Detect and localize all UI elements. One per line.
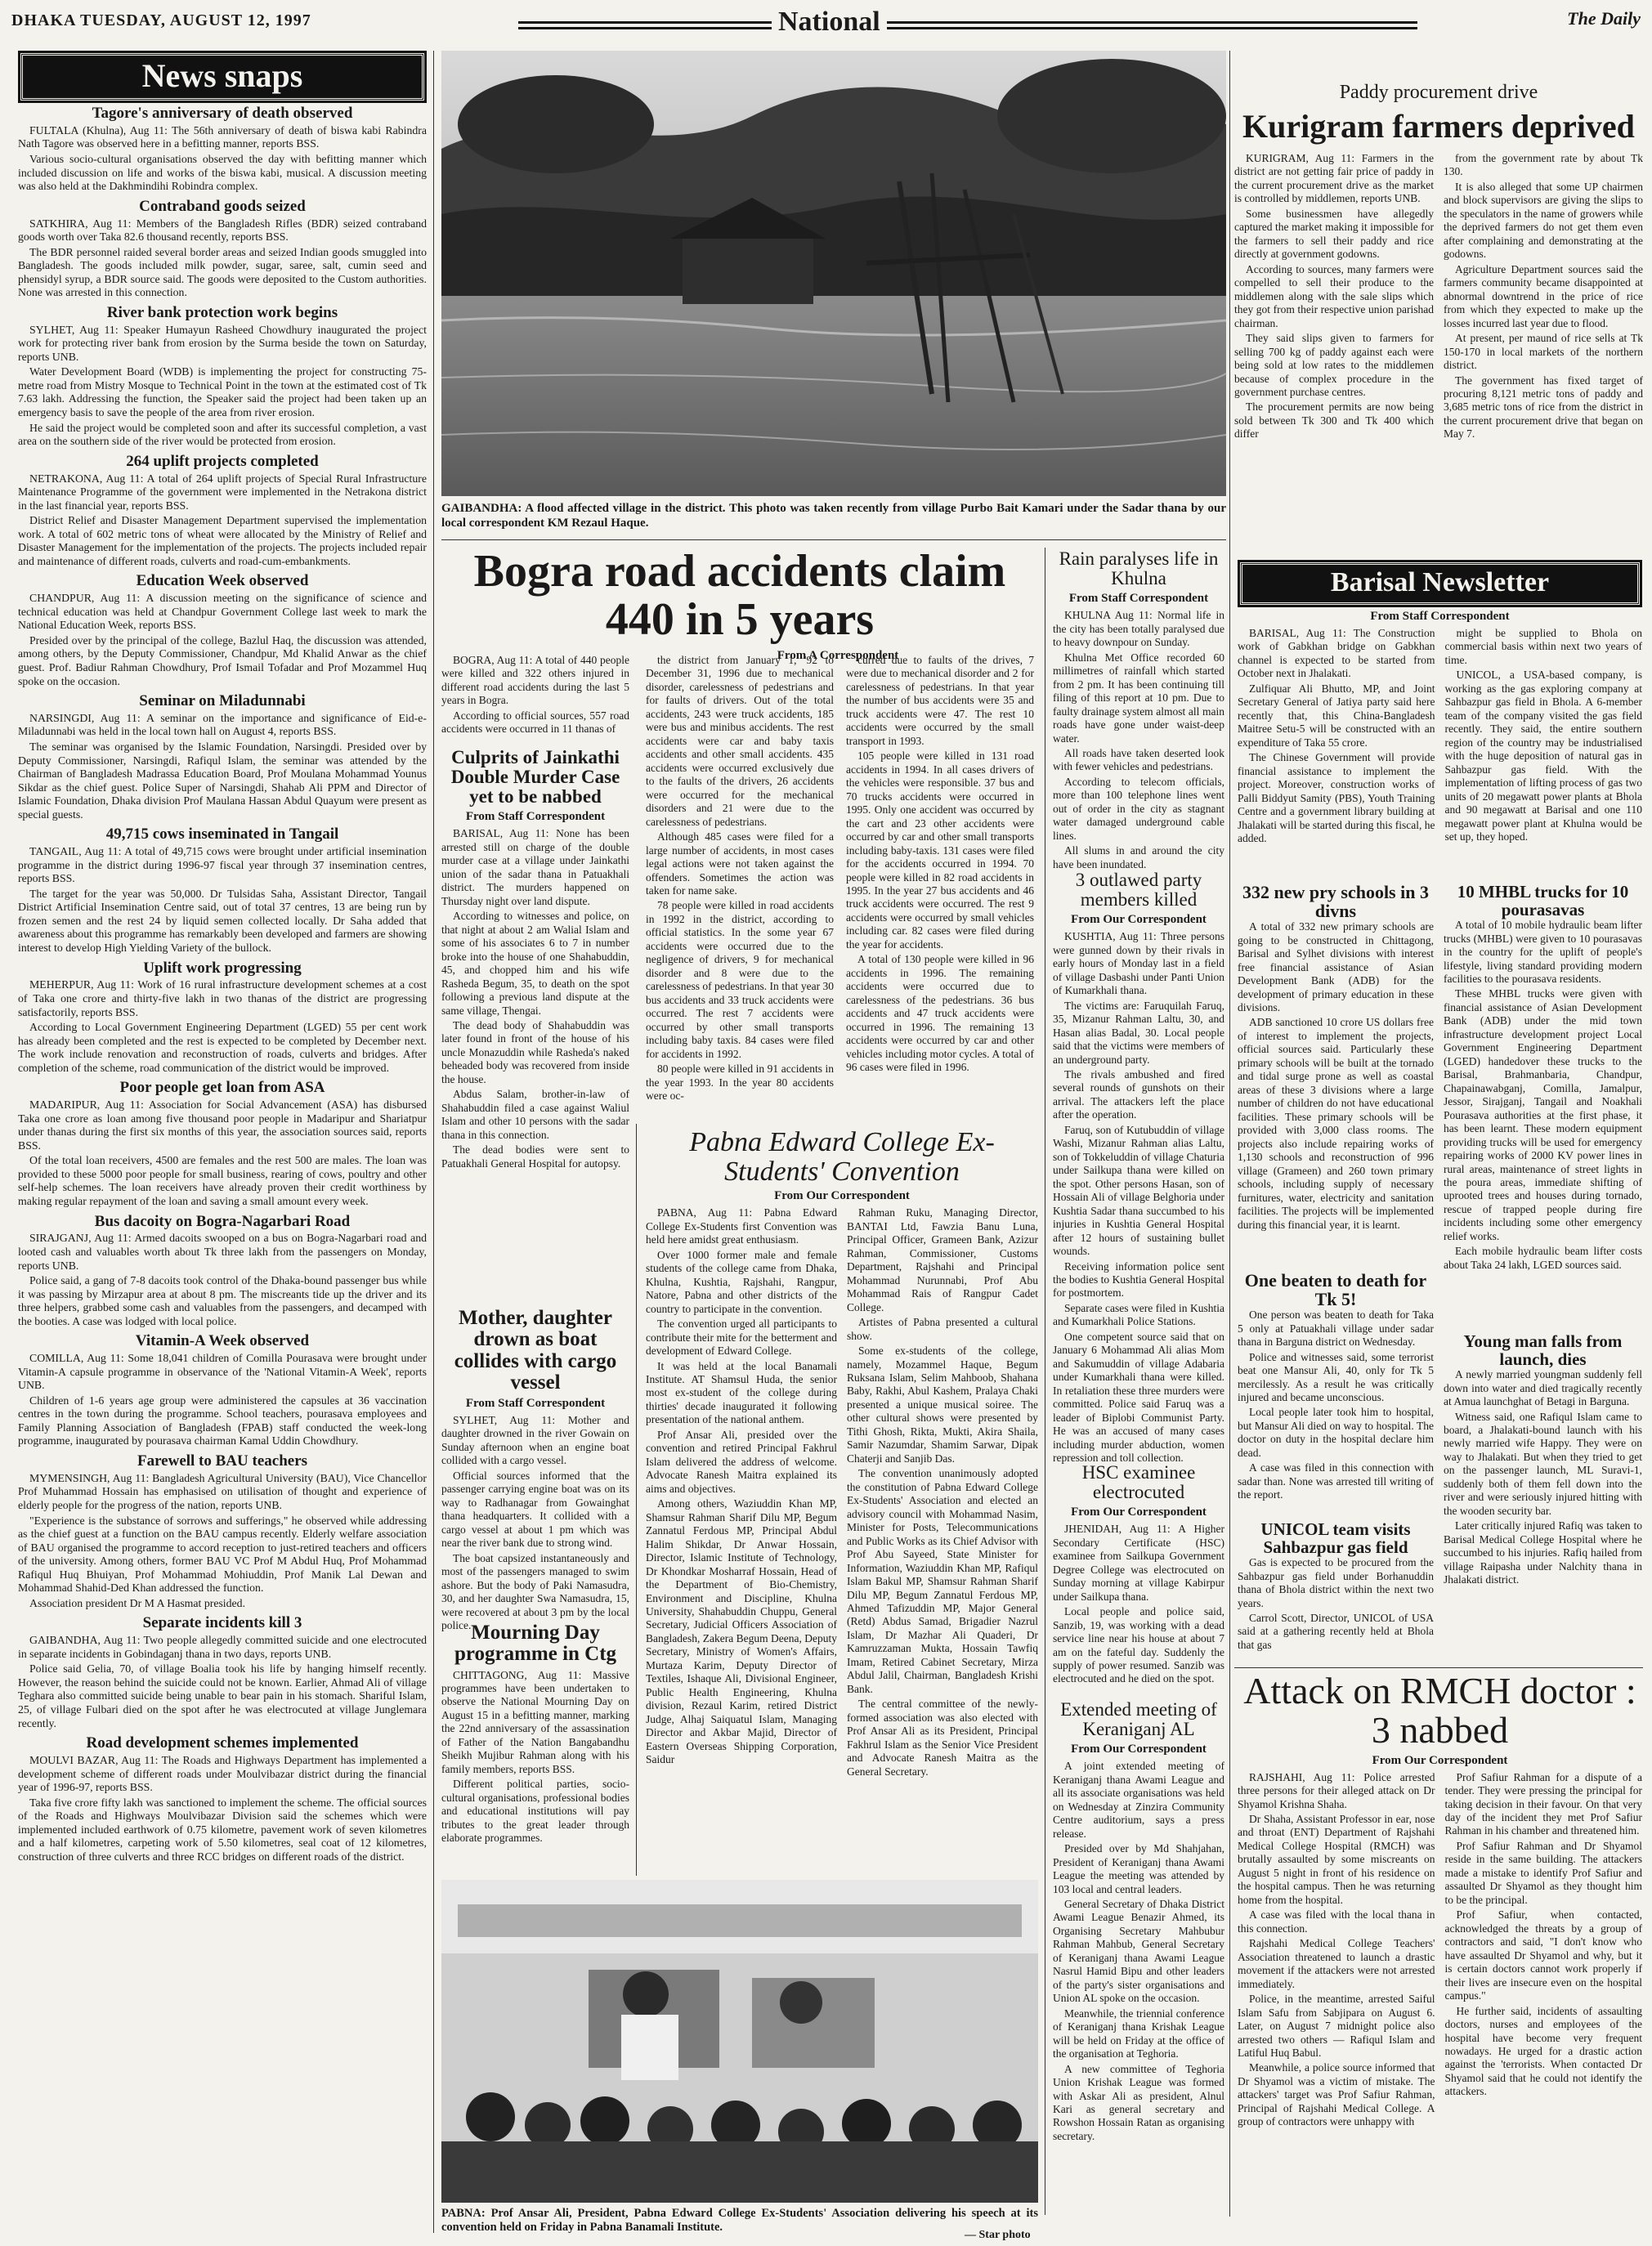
snap-paragraph: CHANDPUR, Aug 11: A discussion meeting on the significance of science and technical education was held at Chandpur Government College last week to mark the National Education Week, reports BSS. [18, 592, 427, 632]
paper-logo: The Daily [1567, 8, 1641, 29]
snap-headline: Farewell to BAU teachers [137, 1452, 308, 1470]
rmch-col-2 [1445, 1771, 1643, 2229]
beaten-body [1238, 1309, 1434, 1509]
paragraph: curred due to faults of the drives, 7 were due to mechanical disorder and 2 for carelessness of pedestrians. In that year the number of bus accidents were 35 and truck accidents were 47. The rest 10 accidents were occurred by the small transport in 1993. [846, 654, 1034, 747]
paragraph: Prof Ansar Ali, presided over the convention and retired Principal Fakhrul Islam delivered the address of welcome. Advocate Ranesh Maitra explained its aims and objectives. [646, 1428, 837, 1495]
young-man-story [1444, 1332, 1642, 1663]
kurigram-story [1234, 82, 1643, 572]
mother-daughter-headline: Mother, daughter drown as boat collides with cargo vessel [454, 1307, 617, 1394]
snap-paragraph: COMILLA, Aug 11: Some 18,041 children of Comilla Pourasava were brought under Vitamin-A capsule programme in observance of the 'National Vitamin-A Week', reports UNB. [18, 1352, 427, 1392]
snap-paragraph: SATKHIRA, Aug 11: Members of the Bangladesh Rifles (BDR) seized contraband goods worth over Taka 82.6 thousand recently, reports BSS. [18, 217, 427, 244]
hsc-body [1053, 1523, 1224, 1685]
unicol-headline: UNICOL team visits Sahbazpur gas field [1260, 1519, 1411, 1558]
paragraph: Zulfiquar Ali Bhutto, MP, and Joint Secretary General of Jatiya party said here recently that, this China-Bangladesh Maitree Setu-5 will be constructed with an expenditure of Taka 55 crore. [1238, 682, 1435, 749]
snap-headline: Contraband goods seized [139, 197, 306, 215]
paragraph: Local people and police said, Sanzib, 19, was working with a dead service line near his house at about 7 am on the fateful day. Suddenly the supply of power resumed. Sanzib was electrocuted and he died on the spot. [1053, 1605, 1224, 1685]
snap-paragraph: FULTALA (Khulna), Aug 11: The 56th anniversary of death of biswa kabi Rabindra Nath Tagore was observed here in a befitting manner, reports BSS. [18, 123, 427, 150]
paragraph: They said slips given to farmers for selling 700 kg of paddy against each were being sold at low rates to the middlemen because of complex procedure in the government purchase centres. [1234, 332, 1434, 398]
hsc-byline: From Our Correspondent [1071, 1506, 1207, 1519]
mourning-day-headline: Mourning Day programme in Ctg [454, 1622, 617, 1666]
snap-paragraph: Various socio-cultural organisations observed the day with befitting manner which included discussion on life and works of the biswa kabi, musical. A discussion meeting was also held at the Dakhmindihi Robindra complex. [18, 152, 427, 193]
paragraph: Police, in the meantime, arrested Saiful Islam Safu from Sabjipara on August 6. Later, on August 7 midnight police also arrested two others — Rafiqul Islam and Latiful Huq Babul. [1238, 1993, 1435, 2059]
paragraph: Dr Shaha, Assistant Professor in ear, nose and throat (ENT) Department of Rajshahi Medical College Hospital (RMCH) was brutally assaulted by some miscreants on August 5 night in front of his residence on the hospital campus. Then he was returning home from the hospital. [1238, 1813, 1435, 1906]
paragraph: Some ex-students of the college, namely, Mozammel Haque, Begum Ruksana Islam, Selim Mahboob, Shahana Baby, Rakhi, Abul Kashem, Pralaya Chaki presented a unique musical soiree. The other cultural shows were presented by Tithi Ghosh, Rikta, Mukti, Akira Shaila, Samir Nazumdar, Shamim Sarwar, Dipak Chaterji and Sanjib Das. [847, 1344, 1038, 1465]
paragraph: Presided over by Md Shahjahan, President of Keraniganj thana Awami League the meeting was attended by 103 local and central leaders. [1053, 1842, 1224, 1895]
paragraph: Meanwhile, the triennial conference of Keraniganj thana Krishak League will be held on Friday at the office of the organisation at Teghoria. [1053, 2007, 1224, 2060]
paragraph: Over 1000 former male and female students of the college came from Dhaka, Khulna, Kushtia, Rajshahi, Rangpur, Natore, Pabna and other districts of the country to participate in the convention. [646, 1248, 837, 1315]
bogra-col-3 [846, 654, 1034, 1116]
paragraph: A new committee of Teghoria Union Krishak League was formed with Askar Ali as president, Alnul Kari as general secretary and Rowshon Hossain Ratan as organising secretary. [1053, 2062, 1224, 2142]
section-title: National [772, 7, 887, 38]
paragraph: It is also alleged that some UP chairmen and block supervisors are giving the slips to the speculators in the name of growers while the deprived farmers do not get them even after complaining and demonstrating at the godowns. [1444, 180, 1643, 261]
khulna-body [1053, 609, 1224, 870]
young-man-body [1444, 1368, 1642, 1650]
unicol-body [1238, 1556, 1434, 1651]
paragraph: the district from January 1, '92 to December 31, 1996 due to mechanical disorder, carelessness of pedestrians and for faults of drivers. Out of the total accidents, 243 were truck accidents, 185 were bus and minibus accidents. The rest accidents were car and baby taxis accidents and other small accidents. 435 accidents were occurred exclusively due to the faults of the drivers, 26 accidents were occurred for the mechanical disorders and 21 were due to the carelessness of pedestrians. [646, 654, 834, 828]
barisal-col-1 [1238, 627, 1435, 872]
news-snaps-list [18, 105, 427, 2222]
issue-date: DHAKA TUESDAY, AUGUST 12, 1997 [11, 11, 311, 29]
pabna-story [646, 1128, 1038, 1880]
paragraph: 105 people were killed in 131 road accidents in 1994. In all cases drivers of the vehicles were responsible. 37 bus and 70 trucks accidents were occurred in 1995. Only one accident was occurred by the cart and 23 other accidents were occurred by car and other small transports including baby-taxis. 131 cases were filed for the accidents occurred in 1994. 70 people were killed in 82 road accidents in 1995. In the year 27 bus accidents and 46 truck accidents were occurred. The rest 9 accidents were occurred by small vehicles including car. 82 cases were filed during the year for accidents. [846, 749, 1034, 951]
paragraph: Gas is expected to be procured from the Sahbazpur gas field under Borhanuddin thana of Bhola district within the next two years. [1238, 1556, 1434, 1609]
paragraph: Faruq, son of Kutubuddin of village Washi, Mizanur Rahman alias Laltu, son of Tokkeluddin of village Chaturia under Sailkupa thana were killed on the spot. Other persons Hasan, son of Hossain Ali of village Belghoria under Kushtia Sadar thana succumbed to his injuries in Kushtia General Hospital after 12 hours of sustaining bullet wounds. [1053, 1123, 1224, 1258]
paragraph: BOGRA, Aug 11: A total of 440 people were killed and 322 others injured in different road accidents during the last 5 years in Bogra. [441, 654, 629, 707]
flood-photo-caption: GAIBANDHA: A flood affected village in the district. This photo was taken recently from village Purbo Bait Kamari under the Sadar thana by our local correspondent KM Rezaul Haque. [441, 502, 1226, 530]
paragraph: A total of 10 mobile hydraulic beam lifter trucks (MHBL) were given to 10 pourasavas in the country for the uplift of people's lifestyle, living standard providing modern facilities to the pourasava residents. [1444, 919, 1642, 985]
mother-daughter-body [441, 1414, 629, 1632]
rmch-headline: Attack on RMCH doctor : 3 nabbed [1243, 1670, 1636, 1752]
barisal-byline: From Staff Correspondent [1370, 610, 1510, 623]
barisal-col-2 [1445, 627, 1643, 872]
pabna-headline: Pabna Edward College Ex-Students' Convention [689, 1127, 995, 1187]
paragraph: The procurement permits are now being sold between Tk 300 and Tk 400 which differ [1234, 400, 1434, 441]
mourning-day-story [441, 1622, 629, 1872]
snap-headline: Tagore's anniversary of death observed [92, 105, 353, 122]
paragraph: Carrol Scott, Director, UNICOL of USA said at a gathering recently held at Bhola that gas [1238, 1611, 1434, 1651]
pabna-photo-caption: PABNA: Prof Ansar Ali, President, Pabna Edward College Ex-Students' Association delivering his speech at its convention held on Friday in Pabna Banamali Institute. [441, 2207, 1038, 2235]
flood-village-image [441, 51, 1226, 496]
snap-paragraph: MYMENSINGH, Aug 11: Bangladesh Agricultural University (BAU), Vice Chancellor Prof Muhammad Hossain has emphasised on utilisation of thought and experience of elderly people for the progress of the nation, reports UNB. [18, 1471, 427, 1511]
snap-headline: 49,715 cows inseminated in Tangail [105, 825, 339, 843]
kurigram-col-2 [1444, 152, 1643, 536]
kurigram-kicker: Paddy procurement drive [1339, 82, 1538, 103]
paragraph: A total of 130 people were killed in 96 accidents in 1996. The remaining accidents were occurred due to carelessness of the pedestrians. 36 bus accidents and 47 truck accidents were occurred in 1996. The remaining 13 accidents were occurred by car and other vehicles including motor cycles. A total of 96 cases were filed in 1996. [846, 953, 1034, 1074]
paragraph: JHENIDAH, Aug 11: A Higher Secondary Certificate (HSC) examinee from Sailkupa Government Degree College was electrocuted on Sunday morning at village Kabirpur under Sailkupa thana. [1053, 1523, 1224, 1603]
paragraph: A joint extended meeting of Keraniganj thana Awami League and all its associate organisations was held on Wednesday at Zinzira Community Centre auditorium, says a press release. [1053, 1760, 1224, 1840]
snap-paragraph: GAIBANDHA, Aug 11: Two people allegedly committed suicide and one electrocuted in separate incidents in Gobindaganj thana in two days, reports UNB. [18, 1634, 427, 1660]
pabna-convention-photo [441, 1880, 1038, 2203]
section-divider [441, 539, 1226, 540]
mother-daughter-byline: From Staff Correspondent [465, 1397, 606, 1410]
paragraph: According to witnesses and police, on that night at about 2 am Walial Islam and some of his associates 6 to 7 in number broke into the house of one Shahabuddin, 45, and chopped him and his wife Rasheda Begum, 35, to death on the spot following a previous land dispute at the same village, Thengai. [441, 910, 629, 1017]
paragraph: The central committee of the newly-formed association was also elected with Prof Ansar Ali as its President, Principal Fakhrul Islam as the Senior Vice President and Advocate Ranesh Maitra as the General Secretary. [847, 1698, 1038, 1778]
bogra-col-1 [441, 654, 629, 744]
paragraph: CHITTAGONG, Aug 11: Massive programmes have been undertaken to observe the National Mourning Day on August 15 in a befitting manner, marking the 22nd anniversary of the assassination of Father of the Nation Bangabandhu Sheikh Mujibur Rahman along with his family members, reports BSS. [441, 1668, 629, 1775]
snap-paragraph: Police said Gelia, 70, of village Boalia took his life by hanging himself recently. However, the reason behind the suicide could not be known. Earlier, Ahmad Ali of village Teghara also committed suicide being unable to bear pain in his stomach. Shariful Islam, 25, of village Fulbari died on the spot after he was electrocuted at village Junglemara recently. [18, 1662, 427, 1729]
pabna-col-1 [646, 1206, 837, 1868]
hsc-headline: HSC examinee electrocuted [1081, 1462, 1196, 1503]
paragraph: One person was beaten to death for Taka 5 only at Patuakhali village under sadar thana in Barguna district on Wednesday. [1238, 1309, 1434, 1349]
paragraph: He further said, incidents of assaulting doctors, nurses and employees of the hospital have become very frequent nowadays. He urged for a drastic action against the 'terrorists. When contacted Dr Shyamol said that he could not identify the attackers. [1444, 2004, 1642, 2098]
paragraph: ADB sanctioned 10 crore US dollars free of interest to implement the projects, official sources said. Particularly these primary schools will be built at the tornado and tidal surge prone as well as coastal areas of these 3 divisions where a large number of children do not have educational facilities. These primary schools will be provided with 3,000 class rooms. The projects also include repairing works of 1,130 schools and reconstruction of 996 village (Grameen) and 260 town primary schools, including supply of necessary furnitures, water, electricity and sanitation facilities. The projects will be implemented during this financial year, it is learnt. [1238, 1016, 1434, 1231]
paragraph: RAJSHAHI, Aug 11: Police arrested three persons for their alleged attack on Dr Shyamol Krishna Shaha. [1238, 1770, 1435, 1810]
snap-paragraph: Association president Dr M A Hasmat presided. [29, 1596, 246, 1609]
snap-headline: Separate incidents kill 3 [142, 1614, 302, 1632]
paragraph: The convention unanimously adopted the constitution of Pabna Edward College Ex-Students' Association and elected an advisory council with Mohammad Nasim, Minister for Posts, Telecommunications and Public Works as its Chief Advisor with Prof Abu Sayeed, State Minister for Information, Waziuddin Khan MP, Rafiqul Islam Bakul MP, Shamsur Rahman Sharif Dilu MP, Begum Zannatul Ferdous MP, Ahmed Tafizuddin MP, Major General (Retd) Abdus Samad, Brigadier Nazrul Islam, Dr Mazhar Ali Quaderi, Dr Kamruzzaman Mukta, Hossain Tawfiq Imam, Retired Cabinet Secretary, Mirza Abdul Jalil, Chairman, Bangladesh Krishi Bank. [847, 1467, 1038, 1695]
snap-paragraph: NARSINGDI, Aug 11: A seminar on the importance and significance of Eid-e-Miladunnabi was held in the local town hall on August 4, reports BSS. [18, 711, 427, 738]
flood-photo [441, 51, 1226, 496]
paragraph: The Chinese Government will provide financial assistance to implement the project. Moreover, construction works of Palli Biddyut Samity (PBS), Youth Training Centre and a government library building at Jhalakati will be started during this fiscal, he added. [1238, 751, 1435, 845]
keraniganj-body [1053, 1760, 1224, 2217]
mhbl-trucks-headline: 10 MHBL trucks for 10 pourasavas [1457, 882, 1629, 920]
bogra-byline: From A Correspondent [777, 648, 899, 662]
khulna-story [1053, 548, 1224, 870]
snap-paragraph: SIRAJGANJ, Aug 11: Armed dacoits swooped on a bus on Bogra-Nagarbari road and looted cash and valuables worth about Tk three lakh from the passengers on Monday, reports UNB. [18, 1232, 427, 1272]
paragraph: Artistes of Pabna presented a cultural show. [847, 1316, 1038, 1342]
snap-paragraph: Presided over by the principal of the college, Bazlul Haq, the discussion was attended, among others, by the Deputy Commissioner, Chandpur, Md Khalid Anwar as the chief guest. Prof. Badiur Rahman Chowdhury, Prof Ismail Tofadar and Prof Mozammel Huq spoke on the occasion. [18, 633, 427, 687]
snap-paragraph: Police said, a gang of 7-8 dacoits took control of the Dhaka-bound passenger bus while it was passing by Mirzapur area at about 8 pm. The miscreants tide up the driver and its three helpers, grabbed some cash and valuables from the passengers, and decamped with the booties. A case was lodged with local police. [18, 1274, 427, 1327]
kurigram-headline: Kurigram farmers deprived [1242, 108, 1635, 145]
snap-paragraph: TANGAIL, Aug 11: A total of 49,715 cows were brought under artificial insemination programme in the district during 1996-97 fiscal year through 37 insemination centres, reports BSS. [18, 845, 427, 885]
paragraph: All roads have taken deserted look with fewer vehicles and pedestrians. [1053, 746, 1224, 773]
paragraph: might be supplied to Bhola on commercial basis within next two years of time. [1444, 627, 1642, 666]
column-divider [636, 1124, 637, 1876]
paragraph: KUSHTIA, Aug 11: Three persons were gunned down by their rivals in early hours of Monday last in a field of village Dasbashi under Panti Union of Kumarkhali thana. [1053, 930, 1224, 997]
column-divider [1229, 51, 1230, 2217]
paragraph: It was held at the local Banamali Institute. AT Shamsul Huda, the senior most ex-student of the college during thirties' decade inaugurated it following presentation of the national anthem. [646, 1359, 837, 1426]
mourning-day-body [441, 1668, 629, 1845]
keraniganj-byline: From Our Correspondent [1071, 1743, 1207, 1756]
paragraph: Prof Safiur Rahman and Dr Shyamol reside in the same building. The attackers made a mistake to identify Prof Safiur and assaulted Dr Shyamol as they thought him to be the principal. [1444, 1839, 1642, 1906]
snap-paragraph: Taka five crore fifty lakh was sanctioned to implement the scheme. The official sources of the Roads and Highways Moulvibazar Division said the schemes which were implemented included earthwork of 0.75 kilometre, pavement work of seven kilometres and a half kilometres, carpeting work of 5.50 kilometres, seal coat of 12 kilometres, construction of three culverts and three RCC bridges on different roads of the district. [18, 1796, 427, 1863]
paragraph: Prof Safiur Rahman for a dispute of a tender. They were pressing the principal for taking decision in their favour. On that very day of the incident they met Prof Safiur Rahman in his chamber and threatened him. [1444, 1770, 1642, 1837]
snap-paragraph: Water Development Board (WDB) is implementing the project for constructing 75-metre road from Mistry Mosque to Technical Point in the town at the estimated cost of Tk 7.63 lakh. Addressing the function, the Speaker said the project had been taken up an emergency basis to save the people of the area from river erosion. [18, 365, 427, 418]
paragraph: from the government rate by about Tk 130. [1444, 152, 1643, 178]
paragraph: A case was filed with the local thana in this connection. [1238, 1908, 1435, 1935]
masthead-rule [518, 21, 1417, 29]
bogra-col-2 [646, 654, 834, 1116]
pabna-byline: From Our Correspondent [774, 1189, 910, 1203]
paragraph: Separate cases were filed in Kushtia and Kumarkhali Police Stations. [1053, 1301, 1224, 1328]
unicol-story [1238, 1520, 1434, 1663]
snap-headline: Bus dacoity on Bogra-Nagarbari Road [94, 1212, 351, 1230]
section-divider [1234, 1667, 1643, 1668]
beaten-headline: One beaten to death for Tk 5! [1244, 1270, 1427, 1310]
outlawed-byline: From Our Correspondent [1071, 913, 1207, 927]
paragraph: Khulna Met Office recorded 60 millimetres of rainfall which started from 2 pm. It has been continuing till filing of this report at 10 pm. Due to faulty drainage system almost all main roads have gone under waist-deep water. [1053, 651, 1224, 745]
paragraph: General Secretary of Dhaka District Awami League Benazir Ahmed, its Organising Secretary Mahbubur Rahman Mahbub, General Secretary of Keraniganj thana Awami League Nasrul Hamid Bipu and other leaders of the party's sister organisations and Union AL spoke on the occasion. [1053, 1897, 1224, 2005]
paragraph: Abdus Salam, brother-in-law of Shahabuddin filed a case against Waliul Islam and other 10 persons with the sadar thana in this connection. [441, 1088, 629, 1141]
paragraph: Agriculture Department sources said the farmers community became disappointed at abnormal downtrend in the price of rice from which they expected to make up the losses incurred last year due to flood. [1444, 262, 1643, 329]
paragraph: BARISAL, Aug 11: The Construction work of Gabkhan bridge on Gabkhan channel is expected to be started from October next in Jhalakati. [1238, 627, 1435, 680]
pabna-col-2 [847, 1206, 1038, 1868]
paragraph: At present, per maund of rice sells at Tk 150-170 in local markets of the northern district. [1444, 332, 1643, 372]
convention-crowd-image [441, 1880, 1038, 2203]
paragraph: Meanwhile, a police source informed that Dr Shyamol was a victim of mistake. The attackers' target was Prof Safiur Rahman, Principal of Rajshahi Medical College. A group of contractors were unhappy with [1238, 2061, 1435, 2128]
schools-body [1238, 920, 1434, 1255]
jainkathi-story [441, 748, 629, 1304]
barisal-newsletter-title: Barisal Newsletter [1240, 562, 1640, 605]
paragraph: All slums in and around the city have been inundated. [1053, 844, 1224, 870]
paragraph: Rahman Ruku, Managing Director, BANTAI Ltd, Fawzia Banu Luna, Principal Officer, Grameen Bank, Azizur Rahman, Commissioner, Customs Department, Rajshahi and Principal Mohammad Nurunnabi, Prof Abu Mohammad Rais of Rangpur Cadet College. [847, 1206, 1038, 1313]
snap-paragraph: Of the total loan receivers, 4500 are females and the rest 500 are males. The loan was provided to these 5000 poor people for small business, rearing of cows, poultry and other self-help schemes. The loan receivers have already proven their credit worthiness by making regular repayment of the loan and saving a small amount every week. [18, 1154, 427, 1208]
rmch-col-1 [1238, 1771, 1435, 2229]
column-divider [433, 51, 434, 2233]
rmch-story [1238, 1671, 1642, 2235]
masthead [11, 7, 1641, 46]
news-snaps-title: News snaps [20, 53, 424, 101]
snap-paragraph: District Relief and Disaster Management Department supervised the implementation work. A total of 602 metric tons of wheat were allocated by the Ministry of Relief and Disaster Management for the implementation of the projects. The projects included repair and maintenance of different roads, culverts and road-cum-embankments. [18, 514, 427, 567]
paragraph: Different political parties, socio-cultural organisations, professional bodies and educational institutions will pay tributes to the great leader through elaborate programmes. [441, 1778, 629, 1845]
bogra-headline: Bogra road accidents claim 440 in 5 years [473, 546, 1006, 645]
keraniganj-story [1053, 1700, 1224, 2215]
paragraph: UNICOL, a USA-based company, is working as the gas exploring company at Sahbazpur gas field in Bhola. A 6-member team of the company visited the gas field recently. They said, the entire southern region of the country may be industrialised with the huge deposition of natural gas in Sahbazpur gas field. With the implementation of lifting process of gas two units of 20 megawatt power plants at Bhola and 90 megawatt at Barisal and one 110 megawatt power plant at Khulna would be set up, they hoped. [1444, 669, 1642, 843]
paragraph: Each mobile hydraulic beam lifter costs about Taka 24 lakh, LGED sources said. [1444, 1245, 1642, 1271]
paragraph: BARISAL, Aug 11: None has been arrested still on charge of the double murder case at a village under Jainkathi union of the sadar thana in Patuakhali district. The murders happened on Thursday night over land dispute. [441, 827, 629, 907]
paragraph: PABNA, Aug 11: Pabna Edward College Ex-Students first Convention was held here amidst great enthusiasm. [646, 1206, 837, 1246]
paragraph: The boat capsized instantaneously and most of the passengers managed to swim ashore. But the body of Paki Namasudra, 30, and her daughter Swa Namasudra, 15, were recovered at about 3 pm by the local police. [441, 1551, 629, 1632]
paragraph: The dead bodies were sent to Patuakhali General Hospital for autopsy. [441, 1143, 629, 1170]
hsc-story [1053, 1463, 1224, 1692]
paragraph: Receiving information police sent the bodies to Kushtia General Hospital for postmortem. [1053, 1259, 1224, 1300]
mhbl-trucks-story [1444, 883, 1642, 1324]
jainkathi-body [441, 827, 629, 1293]
khulna-headline: Rain paralyses life in Khulna [1059, 548, 1219, 589]
outlawed-headline: 3 outlawed party members killed [1075, 870, 1202, 910]
snap-paragraph: MEHERPUR, Aug 11: Work of 16 rural infrastructure development schemes at a cost of Taka one crore and thirty-five lakh in two thanas of the district are progressing satisfactorily, reports BSS. [18, 978, 427, 1018]
paragraph: One competent source said that on January 6 Mohammad Ali alias Mom and Sakumuddin of village Adabaria under Kumarkhali thana were killed. In retaliation these three murders were committed. Police said Faruq was a leader of Biplobi Communist Party. He was an accused of many cases including murder abduction, women repression and toll collection. [1053, 1330, 1224, 1465]
schools-headline: 332 new pry schools in 3 divns [1242, 882, 1429, 922]
snap-headline: Education Week observed [136, 572, 309, 590]
snap-paragraph: The target for the year was 50,000. Dr Tulsidas Saha, Assistant Director, Tangail District Artificial Insemination Centre said, out of total 37 centres, 13 are being run by frozen semen and the rest 24 by liquid semen collected locally. Dr Saha added that awareness about this programme has remarkably been developed and farmers are showing interest to develop High Yielding Variety of the bullock. [18, 887, 427, 955]
snap-paragraph: The seminar was organised by the Islamic Foundation, Narsingdi. Presided over by Deputy Commissioner, Narsingdi, Rafiqul Islam, the seminar was attended by the Chairman of Bangladesh Madrassa Education Board, Prof Moulana Mohammad Younus Sikdar as the chief guest. Police Super of Narsingdi, Shahab Ali PPM and Director of Islamic Foundation, Dhaka division Prof Maulana Hassan Abdul Quayum were present as special guests. [18, 740, 427, 821]
keraniganj-headline: Extended meeting of Keraniganj AL [1060, 1699, 1217, 1740]
snap-paragraph: MADARIPUR, Aug 11: Association for Social Advancement (ASA) has disbursed Taka one crore as loan among five thousand poor people in Madaripur and Shariatpur under thanas during the first six months of this year, the association sources said, reports BSS. [18, 1098, 427, 1152]
snap-headline: Road development schemes implemented [86, 1734, 359, 1752]
mother-daughter-story [441, 1307, 629, 1632]
paragraph: Among others, Waziuddin Khan MP, Shamsur Rahman Sharif Dilu MP, Begum Zannatul Ferdous MP, Principal Abdul Halim Shikdar, Dr Anwar Hossain, Director, Islamic Institute of Technology, Dr Khondkar Mosharraf Hossain, Head of the Department of Bio-Chemistry, Environment and Discipline, Khulna University, Shahabuddin Chuppu, General Secretary, Judicial Officers Association of Bangladesh, Zakera Begum Deena, Deputy Secretary, Ministry of Women's Affairs, Murtaza Karim, Deputy Director of Textiles, Ishaque Ali, Divisional Engineer, Public Health Engineering, Khulna division, Rezaul Karim, retired District Judge, Alhaj Saiquatul Islam, Managing Director and Akbar Majid, Director of Eastern Overseas Shipping Corporation, Saidur [646, 1497, 837, 1766]
outlawed-story [1053, 870, 1224, 1465]
kurigram-col-1 [1234, 152, 1434, 536]
snap-headline: Vitamin-A Week observed [135, 1332, 310, 1350]
snap-paragraph: Children of 1-6 years age group were administered the capsules at 36 vaccination centres in the town during the programme. School teachers, pourasava employees and Family Planning Association of Bangladesh (FPAB) staff conducted the week-long programme, inaugurated by pourasava chairman Kamal Uddin Chowdhury. [18, 1394, 427, 1447]
snap-paragraph: According to Local Government Engineering Department (LGED) 55 per cent work has already been completed and the rest is expected to be completed by December next. The work include renovation and reconstruction of roads, culverts and bridges. After completion of the scheme, road communication of the district would be improved. [18, 1021, 427, 1074]
paragraph: According to sources, many farmers were compelled to sell their produce to the middlemen along with the sale slips which they got from their respective union parishad chairman. [1234, 262, 1434, 329]
khulna-byline: From Staff Correspondent [1068, 592, 1209, 606]
jainkathi-headline: Culprits of Jainkathi Double Murder Case yet to be nabbed [450, 747, 620, 808]
paragraph: The convention urged all participants to contribute their mite for the betterment and development of Edward College. [646, 1318, 837, 1358]
snap-headline: Seminar on Miladunnabi [139, 692, 306, 710]
news-snaps-column [18, 51, 427, 2233]
paragraph: KHULNA Aug 11: Normal life in the city has been totally paralysed due to heavy downpour on Sunday. [1053, 609, 1224, 649]
paragraph: Some businessmen have allegedly captured the market making it impossible for the farmers to sell their paddy and rice directly at government godowns. [1234, 207, 1434, 261]
beaten-story [1238, 1271, 1434, 1516]
snap-headline: 264 uplift projects completed [126, 452, 319, 470]
paragraph: Although 485 cases were filed for a large number of accidents, in most cases legal actions were not taken against the offenders. Sometimes the action was taken for name sake. [646, 830, 834, 897]
paragraph: Later critically injured Rafiq was taken to Barisal Medical College Hospital where he succumbed to his injuries. Rafiq hailed from village Raipasha under Nalchity thana in Jhalakati district. [1444, 1519, 1642, 1586]
young-man-headline: Young man falls from launch, dies [1463, 1331, 1623, 1370]
paragraph: The victims are: Faruquilah Faruq, 35, Mizanur Rahman Laltu, 30, and Hasan alias Badal, 30. Local people said that the victims were members of an underground party. [1053, 999, 1224, 1066]
snap-paragraph: NETRAKONA, Aug 11: A total of 264 uplift projects of Special Rural Infrastructure Maintenance Programme of the government were implemented in the Netrakona district in the last financial year, reports BSS. [18, 472, 427, 512]
paragraph: The government has fixed target of procuring 8,121 metric tons of paddy and 3,685 metric tons of rice from the district in the current procurement drive that began on May 7. [1444, 374, 1643, 441]
snap-paragraph: MOULVI BAZAR, Aug 11: The Roads and Highways Department has implemented a development scheme of different roads under Moulvibazar district during the financial year of 1996-97, reports BSS. [18, 1753, 427, 1794]
snap-paragraph: The BDR personnel raided several border areas and seized Indian goods smuggled into Bangladesh. The goods included milk powder, sugar, saree, salt, cumin seed and phensidyl syrup, a BDR source said. The goods were deposited to the Custom authorities. None was arrested in this connection. [18, 245, 427, 299]
paragraph: Rajshahi Medical College Teachers' Association threatened to launch a drastic movement if the attackers were not arrested immediately. [1238, 1937, 1435, 1990]
paragraph: A newly married youngman suddenly fell down into water and died tragically recently at Amua launchghat of Betagi in Barguna. [1444, 1368, 1642, 1408]
paragraph: Police and witnesses said, some terrorist beat one Mansur Ali, 40, only for Tk 5 mercilessly. As a result he was critically injured and became unconscious. [1238, 1350, 1434, 1403]
paragraph: The rivals ambushed and fired several rounds of gunshots on their arrival. The attackers left the place after the operation. [1053, 1067, 1224, 1121]
paragraph: Official sources informed that the passenger carrying engine boat was on its way to Radhanagar from Gowainghat thana headquarters. It collided with a cargo vessel at about 1 pm which was near the river bank due to strong wind. [441, 1469, 629, 1550]
paragraph: SYLHET, Aug 11: Mother and daughter drowned in the river Gowain on Sunday afternoon when an engine boat collided with a cargo vessel. [441, 1414, 629, 1467]
rmch-byline: From Our Correspondent [1372, 1753, 1508, 1767]
snap-paragraph: He said the project would be completed soon and after its successful completion, a vast area on the southern side of the river would be protected from erosion. [18, 421, 427, 448]
outlawed-body [1053, 930, 1224, 1465]
paragraph: 80 people were killed in 91 accidents in the year 1993. In the year 80 accidents were oc- [646, 1063, 834, 1102]
paragraph: A total of 332 new primary schools are going to be constructed in Chittagong, Barisal and Sylhet divisions with interest free financial assistance of Asian Development Bank (ADB) for the development of primary education in these divisions. [1238, 920, 1434, 1013]
paragraph: Prof Safiur, when contacted, acknowledged the threats by a group of contractors and said, "I don't know who have assaulted Dr Shyamol and why, but it is certain doctors cannot work properly if their lives are insecure even on the hospital campus." [1444, 1908, 1642, 2002]
paragraph: According to telecom officials, more than 100 telephone lines went out of order in the city as stagnant water damaged underground cable lines. [1053, 775, 1224, 842]
paragraph: Local people later took him to hospital, but Mansur Ali died on way to hospital. The doctor on duty in the hospital declare him dead. [1238, 1406, 1434, 1459]
snap-headline: Uplift work progressing [143, 959, 302, 977]
paragraph: The dead body of Shahabuddin was later found in front of the house of his uncle Monazuddin while Rasheda's naked beheaded body was recovered from inside the house. [441, 1018, 629, 1085]
paragraph: According to official sources, 557 road accidents were occurred in 11 thanas of [441, 709, 629, 736]
photo-credit: — Star photo [965, 2229, 1031, 2241]
snap-headline: River bank protection work begins [106, 303, 338, 321]
schools-story [1238, 883, 1434, 1267]
paragraph: These MHBL trucks were given with financial assistance of Asian Development Bank (ADB) under the mid town infrastructure development project Local Government Engineering Department (LGED) handedover these trucks to the Barisal, Brahmanbaria, Chandpur, Chapainawabganj, Comilla, Jamalpur, Jessor, Sirajganj, Tangail and Noakhali Pourasava authorities at the first phase, it has been learnt. These modern equipment providing trucks will be used for emergency repairing works of 2000 KV power lines in rural areas, maintenance of street lights in the poura areas, immediate shifting of uprooted trees and houses during tornado, rescue of trapped people during fire incidents including some other emergency relief works. [1444, 987, 1642, 1242]
paragraph: 78 people were killed in road accidents in 1992 in the district, according to official statistics. In the some year 67 accidents were occurred due to the negligence of drivers, 9 for mechanical disorder and 8 were due to the carelessness of pedestrians. In that year 30 bus accidents and 33 truck accidents were occurred. The rest 7 accidents were occurred by other small transports including baby taxis. 84 cases were filed for accidents in 1992. [646, 899, 834, 1060]
snap-headline: Poor people get loan from ASA [119, 1079, 325, 1097]
paragraph: Witness said, one Rafiqul Islam came to board, a Jhalakati-bound launch with his newly married wife Happy. They were on way to Jhalakati. But when they tried to get on the passenger launch, ML Suravi-1, suddenly both of them fell down into the river and were seriously injured hitting with the wooden security bar. [1444, 1410, 1642, 1517]
paragraph: A case was filed in this connection with sadar than. None was arrested till writing of the report. [1238, 1461, 1434, 1501]
paragraph: KURIGRAM, Aug 11: Farmers in the district are not getting fair price of paddy in the current procurement drive as the market is controlled by middlemen, reports UNB. [1234, 152, 1434, 205]
jainkathi-byline: From Staff Correspondent [465, 810, 606, 824]
snap-paragraph: "Experience is the substance of sorrows and sufferings," he observed while addressing as the chief guest at a function on the BAU campus recently. Elderly welfare association of BAU organised the programme to accord reception to just-retired teachers and officers of the university. Among others, former BAU VC Prof M Abdul Huq, Prof Mohammad Rafiqul Huq Bhuiyan, Prof Mohammad Mohiuddin, Prof Manik Lal Dewan and Mohammad Shahid-Ded Khan addressed the function. [18, 1514, 427, 1595]
mhbl-trucks-body [1444, 919, 1642, 1311]
snap-paragraph: SYLHET, Aug 11: Speaker Humayun Rasheed Chowdhury inaugurated the project work for protecting river bank from erosion by the Surma beside the town on Saturday, reports UNB. [18, 323, 427, 363]
